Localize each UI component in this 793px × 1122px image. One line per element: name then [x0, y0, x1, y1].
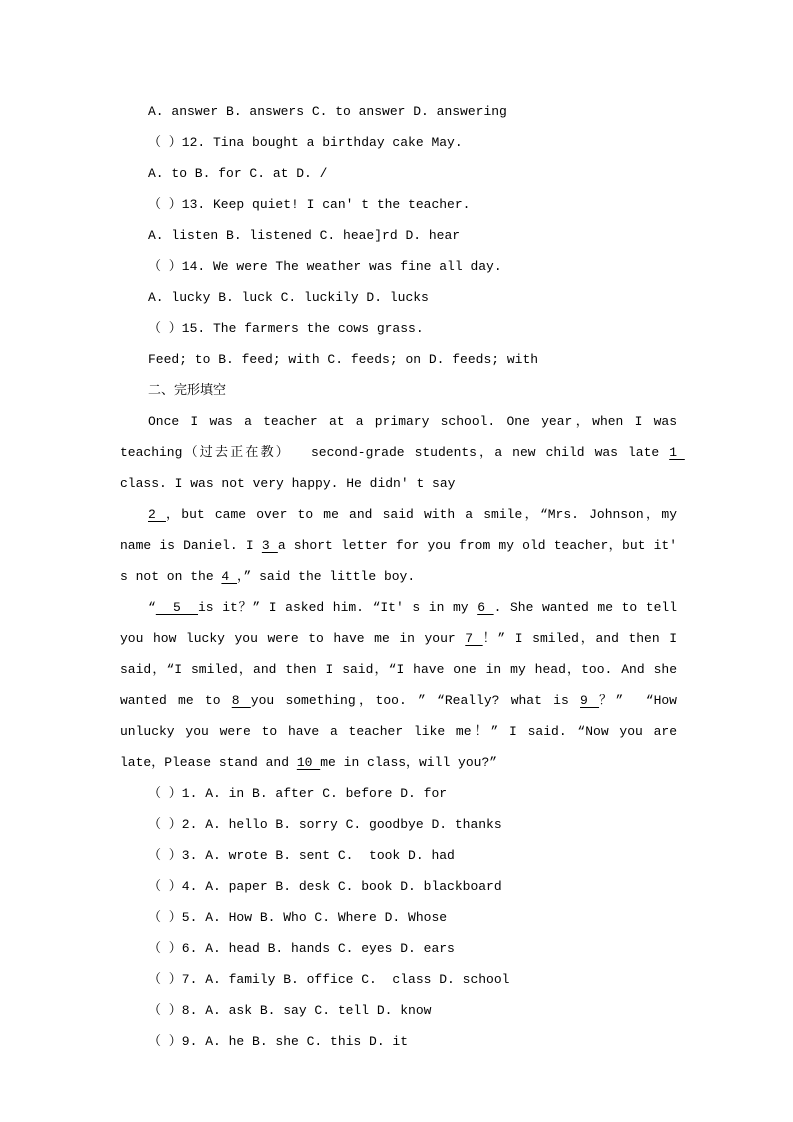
blank-number: 3	[261, 538, 278, 553]
passage-text: ，” said the little boy.	[237, 569, 416, 584]
passage-text: you something，too. ” “Really? what is	[250, 693, 580, 708]
question-line: A. answer B. answers C. to answer D. answering	[148, 104, 507, 119]
cloze-passage	[120, 406, 685, 778]
blank-number: 2	[148, 507, 166, 522]
cloze-option-line: （ ）7. A. family B. office C. class D. school	[148, 972, 510, 987]
question-line: A. to B. for C. at D. /	[148, 166, 328, 181]
cloze-option-line: （ ）3. A. wrote B. sent C. took D. had	[148, 848, 455, 863]
question-line: Feed; to B. feed; with C. feeds; on D. feeds; with	[148, 352, 539, 367]
question-line: （ ）15. The farmers the cows grass.	[148, 321, 424, 336]
multiple-choice-questions	[120, 96, 677, 375]
blank-number: 9	[580, 693, 600, 708]
passage-text: a short letter for you from my old teacher，but it' s not on the	[120, 538, 685, 584]
cloze-paragraph	[120, 406, 685, 499]
blank-number: 4	[221, 569, 238, 584]
blank-number: 1	[669, 445, 685, 460]
cloze-paragraph	[120, 592, 685, 778]
passage-text: . She wanted me to tell you how lucky you were to have me in your	[120, 600, 685, 646]
question-line: A. listen B. listened C. heae]rd D. hear	[148, 228, 461, 243]
blank-number: 6	[477, 600, 494, 615]
blank-number: 5	[155, 600, 198, 615]
section-heading: 二、完形填空	[148, 383, 227, 398]
cloze-paragraph	[120, 499, 685, 592]
cloze-option-line: （ ）4. A. paper B. desk C. book D. blackboard	[148, 879, 502, 894]
passage-text: is it？” I asked him. “It' s in my	[198, 600, 478, 615]
question-line: （ ）14. We were The weather was fine all day.	[148, 259, 502, 274]
cloze-option-line: （ ）9. A. he B. she C. this D. it	[148, 1034, 409, 1049]
blank-number: 7	[465, 631, 483, 646]
cloze-option-line: （ ）8. A. ask B. say C. tell D. know	[148, 1003, 432, 1018]
question-line: （ ）13. Keep quiet! I can' t the teacher.	[148, 197, 471, 212]
cloze-option-list	[120, 778, 677, 1057]
cloze-option-line: （ ）5. A. How B. Who C. Where D. Whose	[148, 910, 448, 925]
passage-text: ！” I smiled，and then I said，“I smiled，and then I said，“I have one in my head，too. And she wanted me to	[120, 631, 685, 708]
blank-number: 10	[296, 755, 321, 770]
passage-text: Once I was a teacher at a primary school. One year，when I was teaching（过去正在教） second-grade students，a new child was late	[120, 414, 685, 460]
question-line: （ ）12. Tina bought a birthday cake May.	[148, 135, 463, 150]
passage-text: class. I was not very happy. He didn' t say	[120, 476, 456, 491]
passage-text: ，but came over to me and said with a smile，“Mrs. Johnson，my name is Daniel. I	[120, 507, 685, 553]
blank-number: 8	[231, 693, 251, 708]
passage-text: me in class，will you?”	[320, 755, 498, 770]
passage-text: “	[148, 600, 156, 615]
cloze-option-line: （ ）1. A. in B. after C. before D. for	[148, 786, 448, 801]
question-line: A. lucky B. luck C. luckily D. lucks	[148, 290, 429, 305]
passage-text: ？” “How unlucky you were to have a teacher like me！” I said. “Now you are late，Please stand and	[120, 693, 685, 770]
cloze-option-line: （ ）2. A. hello B. sorry C. goodbye D. thanks	[148, 817, 502, 832]
cloze-option-line: （ ）6. A. head B. hands C. eyes D. ears	[148, 941, 455, 956]
